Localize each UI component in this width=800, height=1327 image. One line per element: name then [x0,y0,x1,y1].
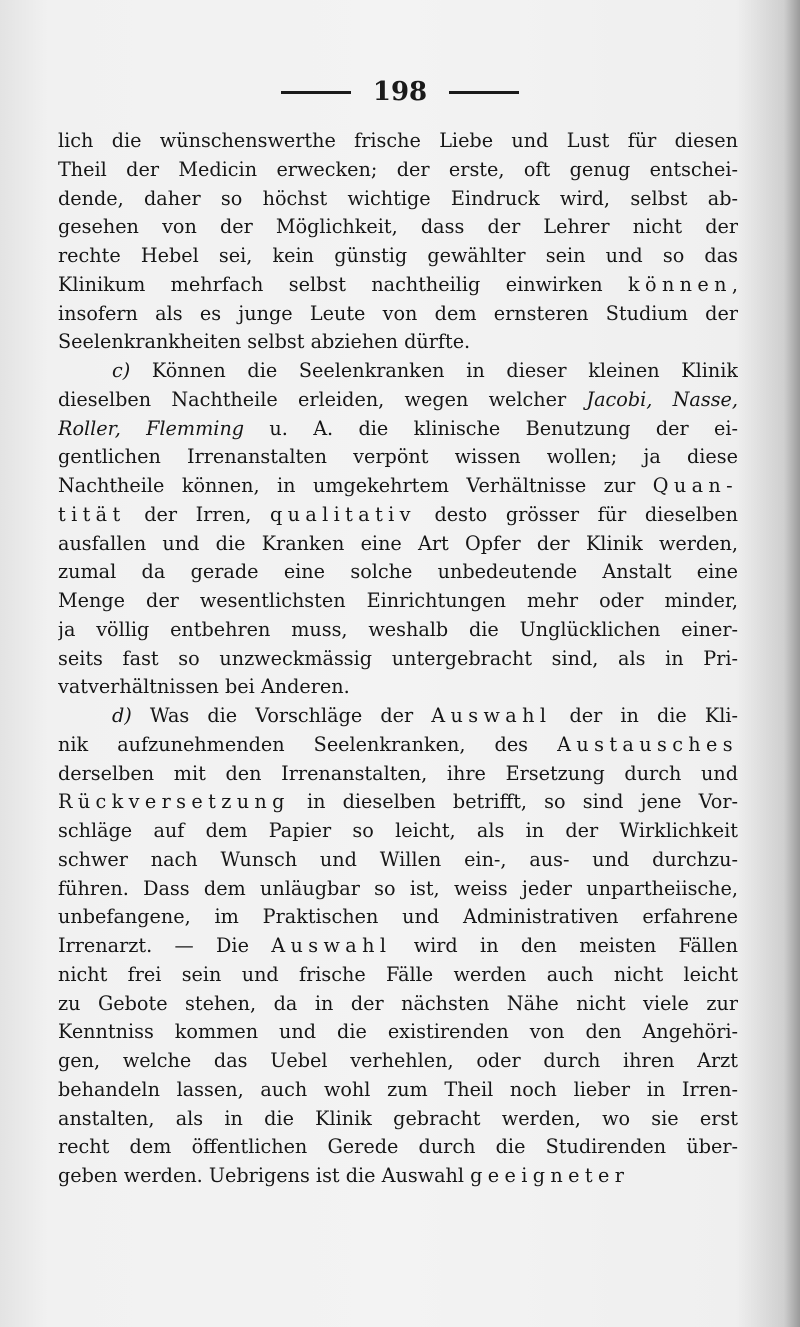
spaced-text: geeigneter [470,1164,630,1187]
spaced-text: tität [58,502,126,526]
text-line [58,1133,738,1162]
text-line [58,760,738,789]
italic-text: d) [112,704,132,727]
page-header [0,72,800,112]
text-line [58,328,738,357]
text-line [58,645,738,674]
text-line [58,903,738,932]
text-segment: u. A. die klinische Benutzung der ei- [244,416,738,440]
text-line [58,1076,738,1105]
text-line [58,472,738,501]
text-segment: vatverhältnissen bei Anderen. [58,675,350,699]
text-line [58,990,738,1019]
text-line [58,530,738,559]
text-segment: behandeln lassen, auch wohl zum Theil noch lieber in Irren- [58,1077,738,1101]
text-segment: ausfallen und die Kranken eine Art Opfer der Klinik werden, [58,531,738,555]
text-line [58,1018,738,1047]
spaced-text: Quan- [652,474,738,497]
text-segment: schläge auf dem Papier so leicht, als in der Wirklichkeit [58,819,738,842]
text-line [58,156,738,185]
text-segment: der Irren, [125,502,270,526]
text-segment: Theil der Medicin erwecken; der erste, oft genug entschei- [58,157,738,181]
text-line [58,961,738,990]
text-segment: gesehen von der Möglichkeit, dass der Lehrer nicht der [58,215,738,239]
text-segment: Irrenarzt. — Die [58,934,272,957]
text-line [58,443,738,472]
text-segment: rechte Hebel sei, kein günstig gewählter sein und so das [58,244,738,267]
text-segment: wird in den meisten Fällen [391,934,738,957]
text-segment: , [731,272,738,296]
text-segment: anstalten, als in die Klinik gebracht werden, wo sie erst [58,1106,738,1130]
text-line [58,1047,738,1076]
text-segment: zu Gebote stehen, da in der nächsten Nähe nicht viele zur [58,991,738,1015]
text-segment: dende, daher so höchst wichtige Eindruck wird, selbst ab- [58,186,738,210]
text-segment: dieselben Nachtheile erleiden, wegen welcher [58,387,587,411]
text-segment: führen. Dass dem unläugbar so ist, weiss jeder unpartheiische, [58,876,738,900]
text-line [58,731,738,760]
body-text [58,127,738,1191]
header-rule-left [281,91,351,94]
text-segment: Was die Vorschläge der [131,704,432,727]
text-line [58,242,738,271]
text-line [58,501,738,530]
text-line [58,271,738,300]
text-line [58,213,738,242]
text-segment: unbefangene, im Praktischen und Administrativen erfahrene [58,905,738,929]
text-line [58,1162,738,1191]
text-segment: gen, welche das Uebel verhehlen, oder durch ihren Arzt [58,1049,738,1072]
text-line [58,1105,738,1134]
text-line [58,587,738,616]
text-segment: nik aufzunehmenden Seelenkranken, des [58,732,558,756]
text-segment: in dieselben betrifft, so sind jene Vor- [289,790,738,814]
text-line [58,300,738,329]
text-line [58,415,738,444]
text-line [58,673,738,702]
text-segment: desto grösser für dieselben [415,502,738,526]
spaced-text: Austausches [557,732,738,756]
text-segment: insofern als es junge Leute von dem ernsteren Studium der [58,301,738,325]
text-line [58,932,738,961]
text-segment: Klinikum mehrfach selbst nachtheilig einwirken [58,272,629,296]
spaced-text: qualitativ [269,502,416,526]
italic-text: Jacobi, Nasse, [586,387,738,411]
text-segment: schwer nach Wunsch und Willen ein-, aus- und durchzu- [58,847,738,871]
text-line [58,817,738,846]
text-segment: seits fast so unzweckmässig untergebracht sind, als in Pri- [58,646,738,670]
text-line [58,788,738,817]
spaced-text: Auswahl [431,704,552,727]
text-segment: ja völlig entbehren muss, weshalb die Unglücklichen einer- [58,617,738,641]
text-line [58,127,738,156]
text-segment: lich die wünschenswerthe frische Liebe und Lust für diesen [58,129,738,152]
text-segment: recht dem öffentlichen Gerede durch die Studirenden über- [58,1135,738,1159]
text-line [58,875,738,904]
text-segment: derselben mit den Irrenanstalten, ihre Ersetzung durch und [58,761,738,785]
spaced-text: Auswahl [271,934,392,957]
text-segment: zumal da gerade eine solche unbedeutende Anstalt eine [58,560,738,584]
text-segment: Können die Seelenkranken in dieser kleinen Klinik [130,359,738,382]
text-line [58,558,738,587]
text-segment: der in die Kli- [551,704,738,727]
text-line [58,846,738,875]
page-number: 198 [372,77,428,107]
text-segment: Kenntniss kommen und die existirenden von den Angehöri- [58,1020,738,1044]
text-segment: geben werden. Uebrigens ist die Auswahl [58,1164,471,1187]
header-rule-right [449,91,519,94]
text-line [58,185,738,214]
italic-text: c) [112,359,131,382]
text-segment: nicht frei sein und frische Fälle werden auch nicht leicht [58,962,738,986]
text-segment: Menge der wesentlichsten Einrichtungen mehr oder minder, [58,589,738,612]
italic-text: Roller, Flemming [58,416,245,440]
text-line [58,616,738,645]
text-segment: gentlichen Irrenanstalten verpönt wissen wollen; ja diese [58,445,738,469]
text-segment: Seelenkrankheiten selbst abziehen dürfte. [58,330,471,354]
text-segment: Nachtheile können, in umgekehrtem Verhältnisse zur [58,474,653,497]
spaced-text: können [628,272,732,296]
spaced-text: Rückversetzung [58,790,290,814]
text-line [58,357,738,386]
text-line [58,386,738,415]
text-line [58,702,738,731]
